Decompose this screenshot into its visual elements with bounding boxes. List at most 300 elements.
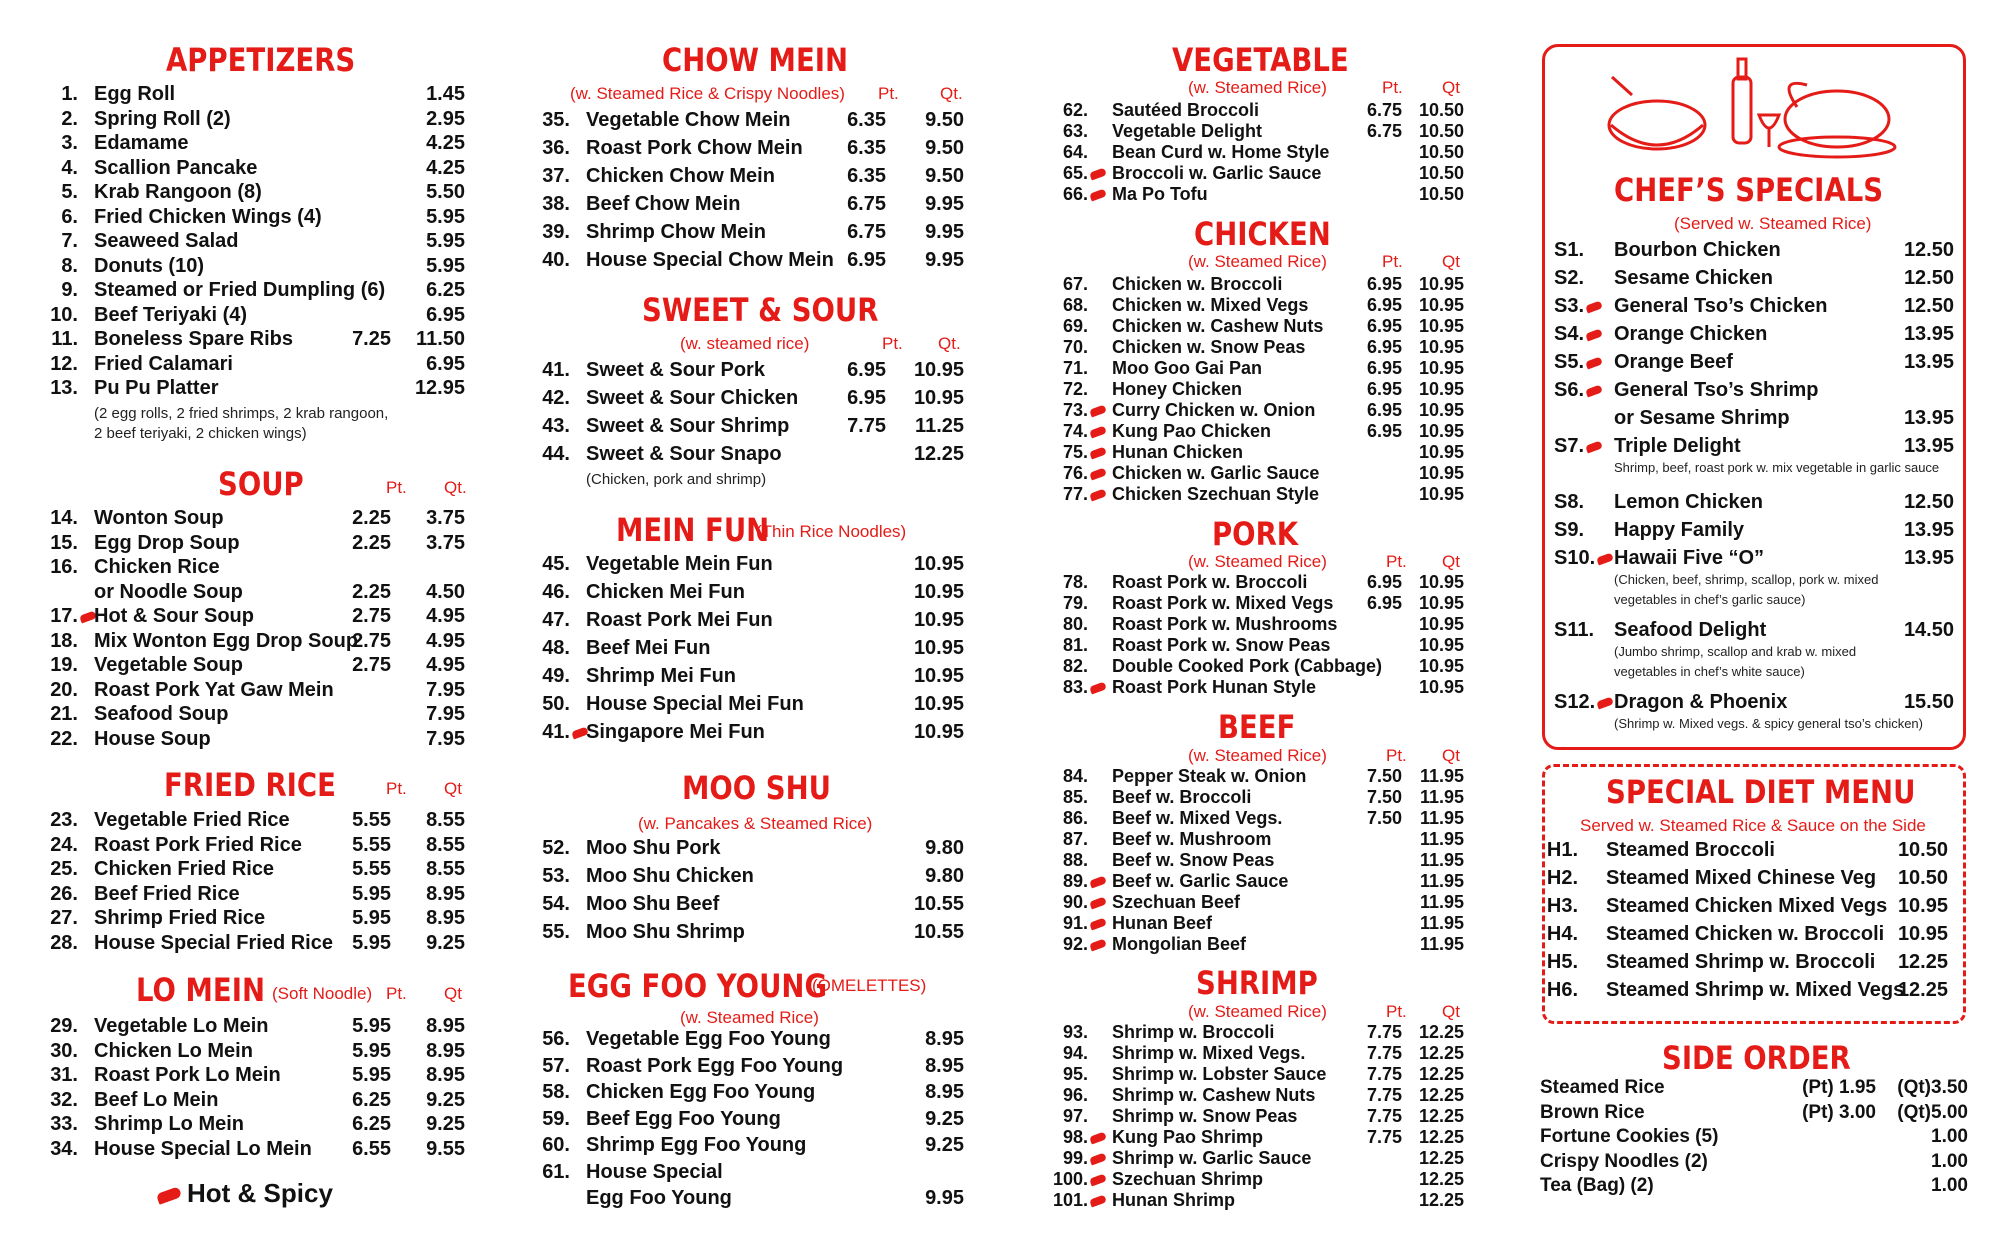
item-price: 6.25 [426, 279, 465, 301]
item-price: 9.95 [925, 221, 964, 243]
item-number [1540, 948, 1578, 976]
item-number-text: 47. [542, 609, 570, 631]
item-number [1044, 787, 1088, 808]
item-number-text: 64. [1062, 142, 1088, 162]
item-name: Beef w. Mixed Vegs. [1112, 808, 1283, 828]
item-price: 8.55 [426, 809, 465, 831]
item-name: Ma Po Tofu [1112, 184, 1208, 204]
item-name: Chicken Egg Foo Young [586, 1081, 816, 1103]
item-price: 11.95 [1419, 871, 1464, 891]
menu-item [1044, 1043, 1464, 1064]
quart-column-header: Qt [444, 779, 462, 798]
item-number-text: 99. [1062, 1148, 1088, 1168]
item-number-text: 91. [1062, 913, 1088, 933]
item-number [40, 303, 78, 328]
item-price-pint: 5.95 [352, 1039, 391, 1062]
item-price: 12.25 [1418, 1148, 1464, 1168]
item-number [1554, 616, 1594, 644]
item-price: 10.95 [913, 637, 964, 659]
item-price: 9.80 [925, 837, 964, 859]
item-number-text: S5. [1554, 351, 1585, 373]
chili-pepper-icon [1089, 189, 1107, 202]
menu-item [1044, 934, 1464, 955]
menu-item [532, 218, 964, 246]
item-name: Vegetable Lo Mein [94, 1015, 269, 1037]
item-name: Shrimp Egg Foo Young [586, 1134, 807, 1156]
menu-item [1554, 616, 1954, 644]
item-price: 12.25 [1418, 1106, 1464, 1126]
item-name: Chicken w. Broccoli [1112, 274, 1283, 294]
item-number [40, 1039, 78, 1064]
item-name: Beef Mei Fun [586, 637, 711, 659]
item-price-pint: 6.75 [1366, 100, 1402, 120]
item-number-text: 10. [50, 303, 78, 326]
item-price: 7.95 [426, 727, 465, 750]
item-number-text: 79. [1062, 593, 1088, 613]
item-name: Steamed Mixed Chinese Veg [1606, 867, 1877, 889]
item-name: Hawaii Five “O” [1614, 547, 1765, 569]
item-price: 12.50 [1903, 239, 1954, 261]
item-name: Fried Calamari [94, 352, 233, 375]
item-price-pint: 6.55 [352, 1137, 391, 1160]
menu-item [532, 606, 964, 634]
menu-item [40, 906, 465, 931]
item-number [1044, 337, 1088, 358]
menu-item [532, 412, 964, 440]
item-number [532, 218, 570, 246]
menu-item [532, 1159, 964, 1186]
item-name: Moo Shu Shrimp [586, 921, 745, 943]
item-name: Krab Rangoon (8) [94, 181, 262, 203]
item-name: Kung Pao Chicken [1112, 421, 1272, 441]
item-price: 10.95 [913, 359, 964, 381]
item-price: 1.45 [426, 83, 465, 105]
section-title: PORK [1212, 515, 1299, 553]
item-name: Mongolian Beef [1112, 934, 1246, 954]
section-subtitle: (w. Steamed Rice) [1188, 78, 1327, 97]
section-subtitle: (w. Steamed Rice) [1188, 1002, 1327, 1021]
menu-item [40, 1014, 465, 1039]
item-number-text: 69. [1062, 316, 1088, 336]
item-number-text: 41. [542, 359, 570, 381]
item-number [1554, 516, 1584, 544]
item-price-pint: 7.75 [1366, 1043, 1402, 1063]
item-number-text: 53. [542, 865, 570, 887]
item-name: Wonton Soup [94, 507, 224, 529]
section-note: (Soft Noodle) [272, 984, 373, 1003]
item-number-text: 56. [542, 1028, 570, 1050]
section-title: SHRIMP [1196, 964, 1318, 1002]
item-price: 10.50 [1897, 839, 1948, 861]
item-name: Roast Pork Egg Foo Young [586, 1054, 844, 1077]
item-name: Roast Pork w. Mushrooms [1112, 614, 1338, 634]
section-title: FRIED RICE [164, 766, 336, 804]
item-description: Shrimp, beef, roast pork w. mix vegetable in garlic sauce [1614, 460, 1940, 475]
item-number [532, 106, 570, 134]
menu-item [532, 834, 964, 862]
item-number [1540, 864, 1578, 892]
item-name: Chicken Lo Mein [94, 1039, 253, 1062]
menu-item [532, 134, 964, 162]
item-name: Spring Roll (2) [94, 107, 231, 130]
item-number-text: 45. [542, 553, 570, 575]
item-number [40, 1112, 78, 1137]
menu-item [1540, 836, 1948, 864]
item-number [40, 180, 78, 205]
moo-shu-header [532, 766, 970, 810]
egg-foo-header [532, 964, 970, 1008]
item-name: Hunan Beef [1112, 913, 1213, 933]
item-number-text: 100. [1052, 1169, 1088, 1189]
menu-item [40, 1112, 465, 1137]
item-price: 9.25 [925, 1134, 964, 1156]
item-price: 3.75 [426, 531, 465, 554]
item-price: 10.95 [1418, 400, 1464, 420]
item-name: Sautéed Broccoli [1112, 100, 1260, 120]
item-price: 10.50 [1418, 142, 1464, 162]
item-price-pint: 7.50 [1366, 787, 1402, 807]
item-number [40, 1137, 78, 1162]
item-number [1044, 442, 1106, 463]
item-price-pint: 5.55 [352, 809, 391, 831]
item-number-text: S11. [1554, 619, 1595, 641]
menu-item [1044, 484, 1464, 505]
item-name: Brown Rice [1540, 1101, 1645, 1123]
menu-item [40, 555, 465, 580]
item-number [1044, 1064, 1088, 1085]
item-number [40, 1088, 78, 1113]
item-price: 10.50 [1418, 100, 1464, 120]
item-number-text: 2. [61, 107, 78, 130]
chili-pepper-icon [1089, 426, 1107, 439]
item-price: 10.95 [913, 553, 964, 575]
sweet-sour-header [532, 288, 970, 332]
item-number-text: 42. [542, 387, 570, 409]
item-name: Szechuan Shrimp [1112, 1169, 1264, 1189]
item-number [40, 82, 78, 107]
section-subtitle: (w. Steamed Rice) [1188, 552, 1327, 571]
item-name: Sweet & Sour Snapo [586, 443, 782, 465]
item-number [1044, 1190, 1106, 1211]
item-name: Honey Chicken [1112, 379, 1243, 399]
item-price-pint: 6.35 [847, 109, 886, 131]
item-name: Scallion Pancake [94, 156, 258, 179]
side-order-item [1540, 1174, 1968, 1198]
item-number [1044, 656, 1088, 677]
menu-item [1540, 920, 1948, 948]
item-price: 4.25 [426, 132, 465, 154]
chili-pepper-icon [1089, 918, 1107, 931]
item-price-pint: 6.95 [1366, 421, 1402, 441]
menu-item [1044, 787, 1464, 808]
item-number [40, 678, 78, 703]
item-number [532, 834, 570, 862]
menu-item [1540, 976, 1948, 1004]
item-price-pint: 7.75 [1366, 1064, 1402, 1084]
item-number-text: 24. [50, 833, 78, 856]
item-price: 9.50 [925, 137, 964, 159]
item-name: Orange Beef [1614, 351, 1733, 373]
item-name: House Special Chow Mein [586, 249, 834, 271]
item-price: 10.95 [1418, 337, 1464, 357]
menu-item [1044, 829, 1464, 850]
menu-item [40, 156, 465, 181]
menu-item [40, 580, 465, 605]
section-title: CHEF’S SPECIALS [1614, 171, 1884, 209]
item-number-text: S10. [1554, 547, 1596, 569]
item-number-text: 66. [1062, 184, 1088, 204]
item-price: 10.95 [913, 665, 964, 687]
item-name: Roast Pork Hunan Style [1112, 677, 1317, 697]
item-number [532, 1159, 570, 1186]
item-number [1554, 292, 1602, 320]
item-number [40, 278, 78, 303]
menu-item [1044, 121, 1464, 142]
item-description: vegetables in chef’s white sauce) [1614, 664, 1805, 679]
item-price: 10.95 [1418, 295, 1464, 315]
lo-mein-header [40, 968, 475, 1012]
item-number [1554, 348, 1602, 376]
chili-pepper-icon [1089, 1153, 1107, 1166]
item-name: Roast Pork Mei Fun [586, 609, 773, 631]
menu-item [532, 550, 964, 578]
section-subtitle: (Served w. Steamed Rice) [1674, 214, 1872, 233]
item-number [1044, 913, 1106, 934]
item-number-text: 44. [542, 443, 570, 465]
menu-item [532, 662, 964, 690]
pint-column-header: Pt. [1382, 252, 1403, 271]
item-number [40, 931, 78, 956]
menu-item [40, 604, 465, 629]
item-number [1044, 484, 1106, 505]
side-header [1540, 1036, 1970, 1080]
item-number [40, 604, 96, 629]
pint-column-header: Pt. [386, 478, 407, 497]
item-number [40, 882, 78, 907]
item-price: 9.95 [925, 249, 964, 271]
pint-column-header: Pt. [1386, 746, 1407, 765]
item-number-text: S4. [1554, 323, 1585, 345]
item-number-text: 84. [1062, 766, 1088, 786]
item-price: 5.95 [426, 205, 465, 228]
section-title: CHOW MEIN [662, 41, 849, 79]
pint-column-header: Pt. [1382, 78, 1403, 97]
item-number [1540, 892, 1578, 920]
item-price-pint: 5.95 [352, 1015, 391, 1037]
menu-item [40, 205, 465, 230]
item-number-text: 59. [542, 1107, 570, 1130]
item-number [1044, 635, 1088, 656]
menu-item [1044, 316, 1464, 337]
item-name: Fortune Cookies (5) [1540, 1126, 1719, 1147]
item-price: 2.95 [426, 107, 465, 130]
item-number [40, 702, 78, 727]
item-name: Sweet & Sour Shrimp [586, 415, 790, 437]
menu-item [1554, 544, 1954, 572]
item-price: 5.95 [426, 254, 465, 277]
item-number-text: 86. [1062, 808, 1088, 828]
item-number [1044, 1169, 1106, 1190]
item-number-text: 60. [542, 1134, 570, 1156]
item-number [40, 833, 78, 858]
item-number [532, 134, 570, 162]
item-price: 10.95 [1418, 677, 1464, 697]
menu-item [532, 690, 964, 718]
menu-item [1044, 463, 1464, 484]
item-number-text: 3. [61, 132, 78, 154]
item-price: 14.50 [1903, 619, 1954, 641]
menu-item [1044, 766, 1464, 787]
item-price: 10.55 [913, 921, 964, 943]
menu-item [40, 82, 465, 107]
item-number [532, 690, 570, 718]
item-name: or Noodle Soup [94, 580, 243, 603]
item-price: 12.25 [913, 443, 964, 465]
item-name: Hunan Chicken [1112, 442, 1244, 462]
chili-pepper-icon [1089, 447, 1107, 460]
item-name: Moo Shu Beef [586, 893, 720, 915]
item-number-text: 74. [1062, 421, 1088, 441]
chef-header [1540, 168, 1970, 212]
item-number [532, 718, 588, 746]
item-number-text: 58. [542, 1081, 570, 1103]
item-number-text: 71. [1062, 358, 1088, 378]
item-name: Shrimp w. Cashew Nuts [1112, 1085, 1316, 1105]
item-name: Shrimp Fried Rice [94, 907, 266, 929]
chili-pepper-icon [1596, 552, 1614, 565]
item-number [40, 156, 78, 181]
item-number-text: 70. [1062, 337, 1088, 357]
item-number-text: 54. [542, 893, 570, 915]
item-number-text: S3. [1554, 295, 1585, 317]
item-price: 10.95 [1418, 274, 1464, 294]
menu-item [1044, 1106, 1464, 1127]
item-number-text: 25. [50, 858, 78, 880]
item-number-text: 35. [542, 109, 570, 131]
item-number [532, 634, 570, 662]
item-name: Shrimp Lo Mein [94, 1113, 244, 1135]
item-name: Steamed Rice [1540, 1077, 1665, 1098]
menu-item [1044, 442, 1464, 463]
menu-item [532, 440, 964, 468]
item-name: House Special [586, 1160, 723, 1183]
item-number-text: 7. [61, 230, 78, 252]
item-name: Steamed Chicken Mixed Vegs [1606, 895, 1888, 917]
item-number [1044, 463, 1106, 484]
item-description: 2 beef teriyaki, 2 chicken wings) [94, 425, 307, 442]
item-name: Roast Pork w. Snow Peas [1112, 635, 1331, 655]
item-price-pint: 5.55 [352, 833, 391, 856]
item-number-text: S7. [1554, 435, 1585, 457]
item-name: Beef w. Broccoli [1112, 787, 1252, 807]
item-number-text: 67. [1062, 274, 1088, 294]
item-price: 4.50 [426, 580, 465, 603]
menu-item [1044, 1022, 1464, 1043]
item-name: Egg Roll [94, 83, 176, 105]
item-price: 10.95 [1418, 593, 1464, 613]
item-number [40, 205, 78, 230]
item-price: 8.95 [925, 1054, 964, 1077]
item-description: vegetables in chef’s garlic sauce) [1614, 592, 1806, 607]
item-number [40, 808, 78, 833]
item-price-pint: 6.25 [352, 1113, 391, 1135]
item-number [40, 229, 78, 254]
item-number [1540, 920, 1578, 948]
quart-column-header: Qt [1442, 78, 1460, 97]
item-number-text: 63. [1062, 121, 1088, 141]
menu-item [532, 246, 964, 274]
item-number-text: 11. [51, 328, 78, 350]
item-number [1044, 1085, 1088, 1106]
chili-pepper-icon [1596, 696, 1614, 709]
item-price: 8.95 [925, 1081, 964, 1103]
menu-item [1044, 100, 1464, 121]
menu-item [532, 862, 964, 890]
item-number [1044, 184, 1106, 205]
item-name: Shrimp w. Garlic Sauce [1112, 1148, 1312, 1168]
item-price: 13.95 [1903, 435, 1954, 457]
item-price-pint: 7.75 [847, 415, 886, 437]
item-name: Beef Lo Mein [94, 1088, 219, 1111]
section-subtitle: Served w. Steamed Rice & Sauce on the Side [1580, 816, 1926, 835]
item-number [532, 662, 570, 690]
pint-column-header: Pt. [1386, 1002, 1407, 1021]
item-price: 1.00 [1931, 1175, 1968, 1196]
item-price: 11.95 [1419, 829, 1464, 849]
item-number [532, 1132, 570, 1159]
item-name: Roast Pork w. Broccoli [1112, 572, 1308, 592]
item-price-pint: 6.95 [847, 249, 886, 271]
item-number-text: 14. [50, 507, 78, 529]
item-number [40, 857, 78, 882]
item-price: 10.95 [1418, 572, 1464, 592]
section-title: SPECIAL DIET MENU [1606, 773, 1916, 811]
menu-item [1554, 404, 1954, 432]
menu-item [532, 718, 964, 746]
item-price: 10.95 [913, 721, 964, 743]
item-number [1554, 688, 1613, 716]
item-name: Shrimp Mei Fun [586, 665, 736, 687]
chili-pepper-icon [1089, 1132, 1107, 1145]
item-name: Lemon Chicken [1614, 491, 1763, 513]
menu-item [40, 352, 465, 377]
menu-item [1554, 292, 1954, 320]
item-price: 8.95 [426, 1039, 465, 1062]
item-name: Shrimp w. Snow Peas [1112, 1106, 1298, 1126]
item-price: 8.95 [426, 1064, 465, 1086]
menu-item [40, 327, 465, 352]
menu-item [1044, 1064, 1464, 1085]
item-name: Chicken w. Garlic Sauce [1112, 463, 1320, 483]
item-name: Vegetable Egg Foo Young [586, 1028, 831, 1050]
item-price: 13.95 [1903, 547, 1954, 569]
item-number-text: 97. [1062, 1106, 1088, 1126]
item-name: Vegetable Fried Rice [94, 809, 290, 831]
item-price-pint: 2.75 [352, 629, 391, 652]
item-name: General Tso’s Chicken [1614, 295, 1828, 317]
item-price-pint: 7.50 [1366, 808, 1402, 828]
menu-item [532, 634, 964, 662]
item-number [1044, 677, 1106, 698]
menu-item [1044, 295, 1464, 316]
section-title: BEEF [1218, 708, 1296, 746]
item-number [1044, 421, 1106, 442]
item-name: Chicken Chow Mein [586, 165, 775, 187]
item-number [1044, 871, 1106, 892]
item-price: 13.95 [1903, 351, 1954, 373]
section-title: SOUP [218, 465, 304, 503]
section-title: MOO SHU [682, 769, 831, 807]
